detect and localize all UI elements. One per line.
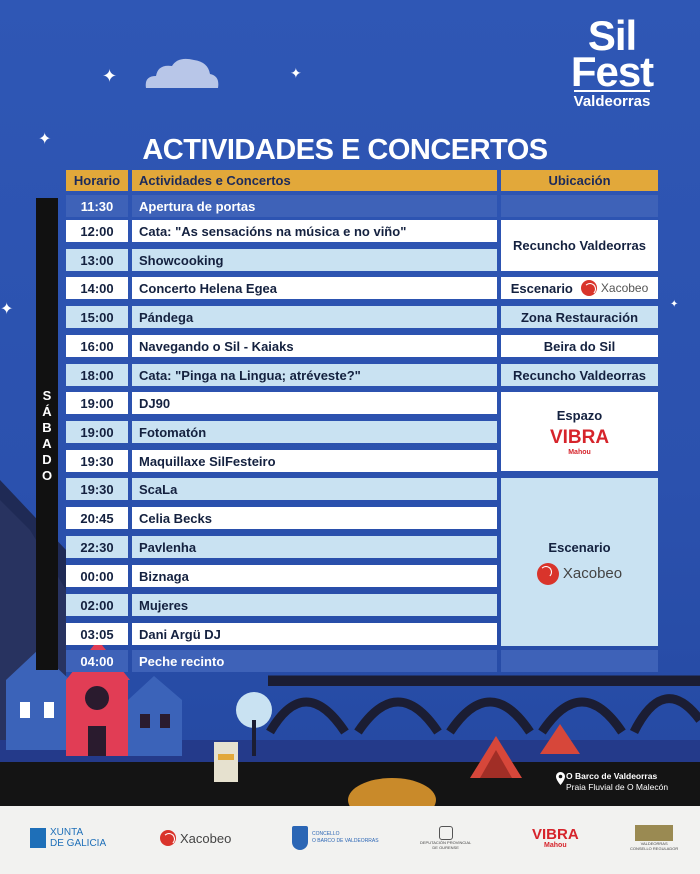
schedule-time: 02:00 xyxy=(66,594,128,616)
schedule-activity: Peche recinto xyxy=(132,650,497,672)
address xyxy=(566,771,668,793)
schedule-activity: Apertura de portas xyxy=(132,195,497,217)
schedule-time: 11:30 xyxy=(66,195,128,217)
xacobeo-icon xyxy=(581,280,597,296)
footer-vibra-logo: VIBRA xyxy=(532,826,579,843)
vibra-sub: Mahou xyxy=(568,448,591,456)
location-beira: Beira do Sil xyxy=(501,335,658,357)
schedule-activity: Concerto Helena Egea xyxy=(132,277,497,299)
schedule-time: 16:00 xyxy=(66,335,128,357)
header-time: Horario xyxy=(66,170,128,191)
logo-line2: Fest xyxy=(570,48,654,95)
address-line1: O Barco de Valdeorras xyxy=(566,771,658,781)
schedule-time: 15:00 xyxy=(66,306,128,328)
schedule-activity: Cata: "As sensacións na música e no viño" xyxy=(132,220,497,242)
schedule-activity: Pándega xyxy=(132,306,497,328)
schedule-time: 00:00 xyxy=(66,565,128,587)
page-title: ACTIVIDADES E CONCERTOS xyxy=(142,134,548,166)
location-zona: Zona Restauración xyxy=(501,306,658,328)
do-line2: CONSELLO REGULADOR xyxy=(630,846,679,851)
sponsor-vibra xyxy=(532,822,579,854)
concello-shield-icon xyxy=(292,826,308,850)
day-label xyxy=(36,388,58,484)
schedule-activity: Dani Argü DJ xyxy=(132,623,497,645)
schedule-time: 18:00 xyxy=(66,364,128,386)
xunta-line2: DE GALICIA xyxy=(50,838,107,849)
location-xacobeo-label: Xacobeo xyxy=(600,281,649,295)
deputacion-line1: DEPUTACIÓN PROVINCIAL xyxy=(420,840,472,845)
schedule-time: 22:30 xyxy=(66,536,128,558)
schedule-time: 04:00 xyxy=(66,650,128,672)
schedule-time: 20:45 xyxy=(66,507,128,529)
xunta-icon xyxy=(30,828,46,848)
sponsor-concello xyxy=(292,822,379,854)
schedule-time: 19:30 xyxy=(66,478,128,500)
cloud-icon xyxy=(144,58,220,88)
schedule-time: 19:00 xyxy=(66,421,128,443)
location-xacobeo-big-label: Xacobeo xyxy=(562,565,623,582)
day-letter: B xyxy=(42,420,52,435)
schedule-time: 12:00 xyxy=(66,220,128,242)
star-icon: ✦ xyxy=(102,66,118,86)
schedule-activity: DJ90 xyxy=(132,392,497,414)
location-escenario-label: Escenario xyxy=(510,280,573,296)
schedule-time: 13:00 xyxy=(66,249,128,271)
silfest-logo xyxy=(560,12,664,111)
xacobeo-icon xyxy=(160,830,176,846)
day-letter: O xyxy=(41,468,53,483)
schedule-activity: Navegando o Sil - Kaiaks xyxy=(132,335,497,357)
star-icon: ✦ xyxy=(38,131,52,148)
address-line2: Praia Fluvial de O Malecón xyxy=(566,782,669,792)
location-espazo-vibra xyxy=(501,392,658,471)
schedule-time: 03:05 xyxy=(66,623,128,645)
footer-vibra-sub: Mahou xyxy=(544,842,567,849)
location-blank-bottom xyxy=(501,650,658,672)
do-line1: VALDEORRAS xyxy=(640,841,668,846)
day-letter: D xyxy=(42,452,52,467)
do-valdeorras-icon xyxy=(635,825,673,841)
star-icon: ✦ xyxy=(290,65,302,81)
schedule-activity: Biznaga xyxy=(132,565,497,587)
location-escenario-big xyxy=(501,478,658,646)
location-espazo-label: Espazo xyxy=(556,407,603,423)
day-letter: Á xyxy=(42,404,52,419)
star-icon: ✦ xyxy=(670,299,679,310)
sponsor-xunta xyxy=(30,822,106,854)
location-pin-icon xyxy=(556,772,565,785)
schedule-time: 19:00 xyxy=(66,392,128,414)
deputacion-line2: DE OURENSE xyxy=(432,845,459,850)
deputacion-crest-icon xyxy=(439,826,453,840)
schedule-time: 19:30 xyxy=(66,450,128,472)
schedule-activity: ScaLa xyxy=(132,478,497,500)
schedule-activity: Celia Becks xyxy=(132,507,497,529)
schedule-activity: Mujeres xyxy=(132,594,497,616)
xacobeo-icon xyxy=(537,563,559,585)
xunta-line1: XUNTA xyxy=(50,827,84,838)
schedule-activity: Pavlenha xyxy=(132,536,497,558)
location-recuncho-1: Recuncho Valdeorras xyxy=(501,220,658,271)
sponsor-xacobeo xyxy=(160,822,231,854)
location-blank-top xyxy=(501,195,658,217)
location-recuncho-2: Recuncho Valdeorras xyxy=(501,364,658,386)
schedule-activity: Cata: "Pinga na Lingua; atréveste?" xyxy=(132,364,497,386)
logo-line3: Valdeorras xyxy=(574,90,651,111)
footer-xacobeo-label: Xacobeo xyxy=(180,830,232,846)
sponsor-do-valdeorras xyxy=(630,822,678,854)
logo-line1: Sil xyxy=(587,12,637,59)
day-letter: A xyxy=(42,436,52,451)
schedule-activity: Maquillaxe SilFesteiro xyxy=(132,450,497,472)
location-escenario-small xyxy=(501,277,658,299)
concello-line2: O BARCO DE VALDEORRAS xyxy=(312,838,379,844)
schedule-activity: Showcooking xyxy=(132,249,497,271)
schedule-activity: Fotomatón xyxy=(132,421,497,443)
location-escenario-big-label: Escenario xyxy=(548,539,611,555)
day-letter: S xyxy=(42,388,52,403)
sponsor-deputacion xyxy=(420,822,471,854)
xacobeo-lockup xyxy=(537,563,622,585)
schedule-time: 14:00 xyxy=(66,277,128,299)
concello-line1: CONCELLO xyxy=(312,831,340,837)
vibra-logo: VIBRA xyxy=(549,426,610,448)
star-icon: ✦ xyxy=(0,301,14,318)
header-activity: Actividades e Concertos xyxy=(132,170,497,191)
header-location: Ubicación xyxy=(501,170,658,191)
